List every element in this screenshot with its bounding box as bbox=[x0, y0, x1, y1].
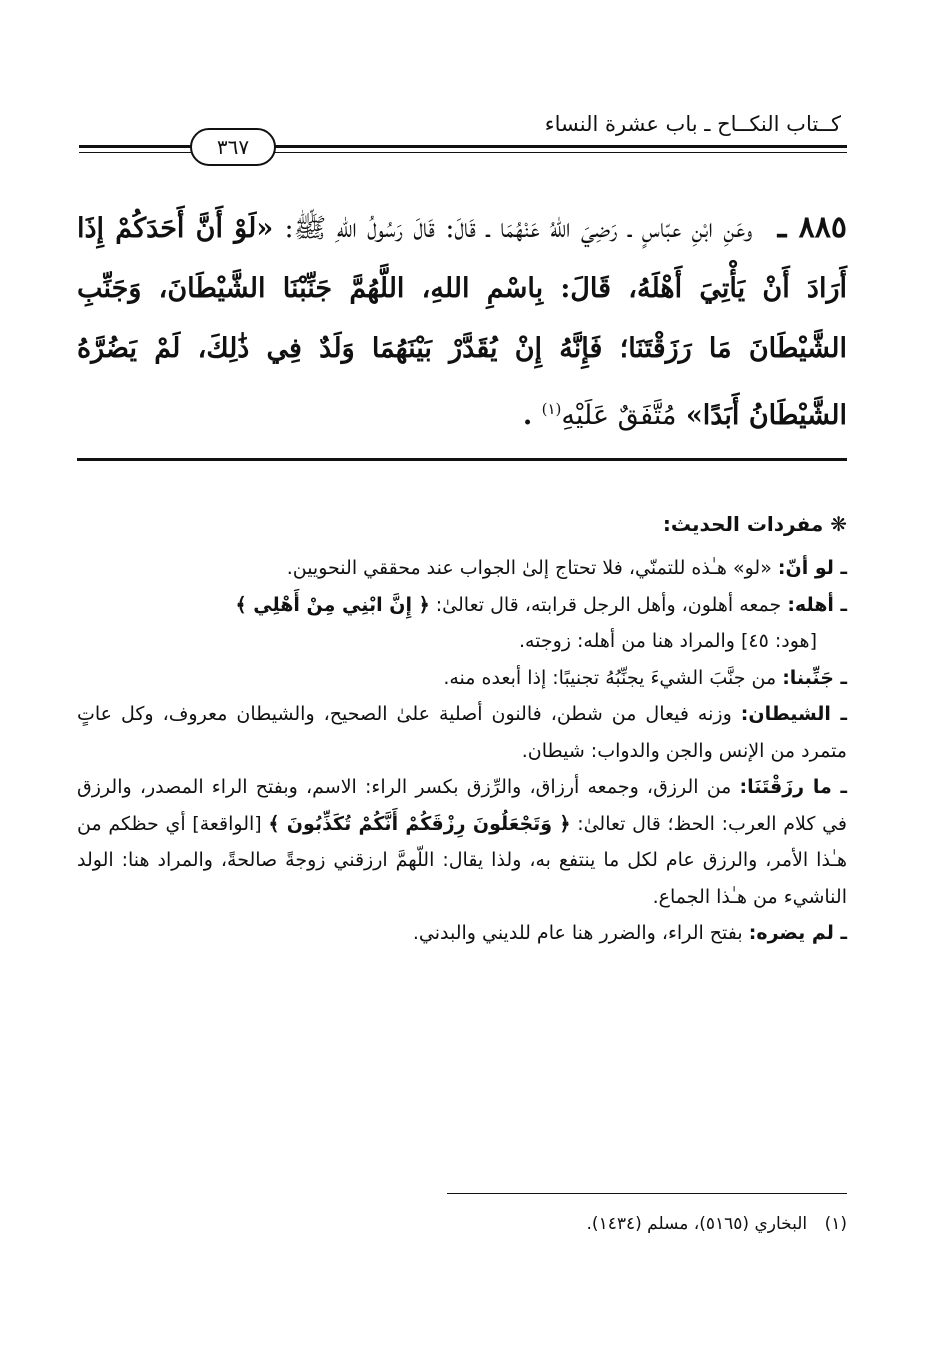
vocabulary-heading: ❋ مفردات الحديث: bbox=[662, 512, 847, 536]
vocab-term: ـ لم يضره: bbox=[748, 922, 847, 944]
vocab-term: ـ جَنِّبنا: bbox=[782, 666, 847, 689]
vocab-entry bbox=[77, 550, 847, 587]
vocab-entry bbox=[77, 587, 847, 624]
footnote-marker: (١) bbox=[824, 1214, 847, 1234]
vocab-definition: [هود: ٤٥] والمراد هنا من أهله: زوجته. bbox=[518, 630, 817, 652]
vocabulary-list bbox=[77, 550, 847, 952]
vocab-definition: بفتح الراء، والضرر هنا عام للديني والبدني. bbox=[412, 922, 743, 944]
vocab-definition: من جنَّبَ الشيءَ يجنِّبُهُ تجنيبًا: إذا أبعده منه. bbox=[443, 666, 777, 689]
hadith-grading: مُتَّفَقٌ عَلَيْهِ bbox=[561, 400, 677, 431]
footnote bbox=[587, 1214, 847, 1234]
hadith-text: «لَوْ أَنَّ أَحَدَكُمْ إِذَا أَرَادَ أَنْ يَأْتِيَ أَهْلَهُ، قَالَ: بِاسْمِ اللهِ، اللَّهُمَّ جَنِّبْنَا الشَّيْطَانَ، وَجَنِّبِ الشَّيْطَانَ مَا رَزَقْتَنَا؛ فَإِنَّهُ إِنْ يُقَدَّرْ بَيْنَهُمَا وَلَدٌ فِي ذَٰلِكَ، لَمْ يَضُرَّهُ الشَّيْطَانُ أَبَدًا» bbox=[77, 213, 847, 431]
quran-verse: ﴿ وَتَجْعَلُونَ رِزْقَكُمْ أَنَّكُمْ تُكَذِّبُونَ ﴾ bbox=[268, 812, 571, 835]
hadith-narration: وعَنِ ابْنِ عبّاسٍ ـ رَضِيَ اللهُ عَنْهُمَا ـ قَالَ: قَالَ رَسُولُ اللهِ ﷺ: bbox=[284, 213, 753, 244]
vocab-definition: [الواقعة] أي حظكم من هـٰذا الأمر، والرزق عام لكل ما ينتفع به، ولذا يقال: اللّهمَّ ارزقني زوجةً صالحةً، والمراد هنا: الولد الناشيء من هـٰذا الجماع. bbox=[77, 812, 847, 908]
running-title: كــتاب النكــاح ـ باب عشرة النساء bbox=[544, 112, 841, 136]
vocab-definition: جمعه أهلون، وأهل الرجل قرابته، قال تعالىٰ: bbox=[435, 593, 782, 616]
vocab-term: ـ لو أنّ: bbox=[777, 557, 847, 579]
vocab-term: ـ ما رزَقْتَنَا: bbox=[739, 776, 848, 798]
vocab-entry bbox=[77, 696, 847, 769]
hadith-number: ٨٨٥ ـ bbox=[777, 210, 848, 245]
vocab-definition: من الرزق، وجمعه أرزاق، والرِّزق بكسر الراء: الاسم، وبفتح الراء المصدر، والرزق في كلام العرب: الحظ؛ قال تعالىٰ: bbox=[77, 776, 848, 835]
vocab-definition: «لو» هـٰذه للتمنّي، فلا تحتاج إلىٰ الجواب عند محققي النحويين. bbox=[286, 557, 772, 579]
footnote-rule bbox=[447, 1193, 847, 1194]
vocab-term: ـ الشيطان: bbox=[740, 703, 847, 725]
hadith-block bbox=[77, 198, 847, 446]
footnote-text: البخاري (٥١٦٥)، مسلم (١٤٣٤). bbox=[586, 1214, 808, 1234]
vocab-definition: وزنه فيعال من شطن، فالنون أصلية علىٰ الصحيح، والشيطان معروف، وكل عاتٍ متمرد من الإنس والجن والدواب: شيطان. bbox=[77, 703, 847, 762]
vocab-entry bbox=[77, 660, 847, 697]
vocab-term: ـ أهله: bbox=[787, 593, 847, 616]
page-number: ٣٦٧ bbox=[190, 128, 276, 166]
vocab-entry-continuation bbox=[77, 623, 847, 660]
section-divider bbox=[77, 458, 847, 461]
quran-verse: ﴿ إِنَّ ابْنِي مِنْ أَهْلِي ﴾ bbox=[235, 593, 430, 616]
footnote-reference: (١) bbox=[541, 400, 562, 418]
vocab-entry bbox=[77, 915, 847, 952]
hadith-end-mark: . bbox=[522, 400, 533, 431]
vocab-entry bbox=[77, 769, 847, 915]
